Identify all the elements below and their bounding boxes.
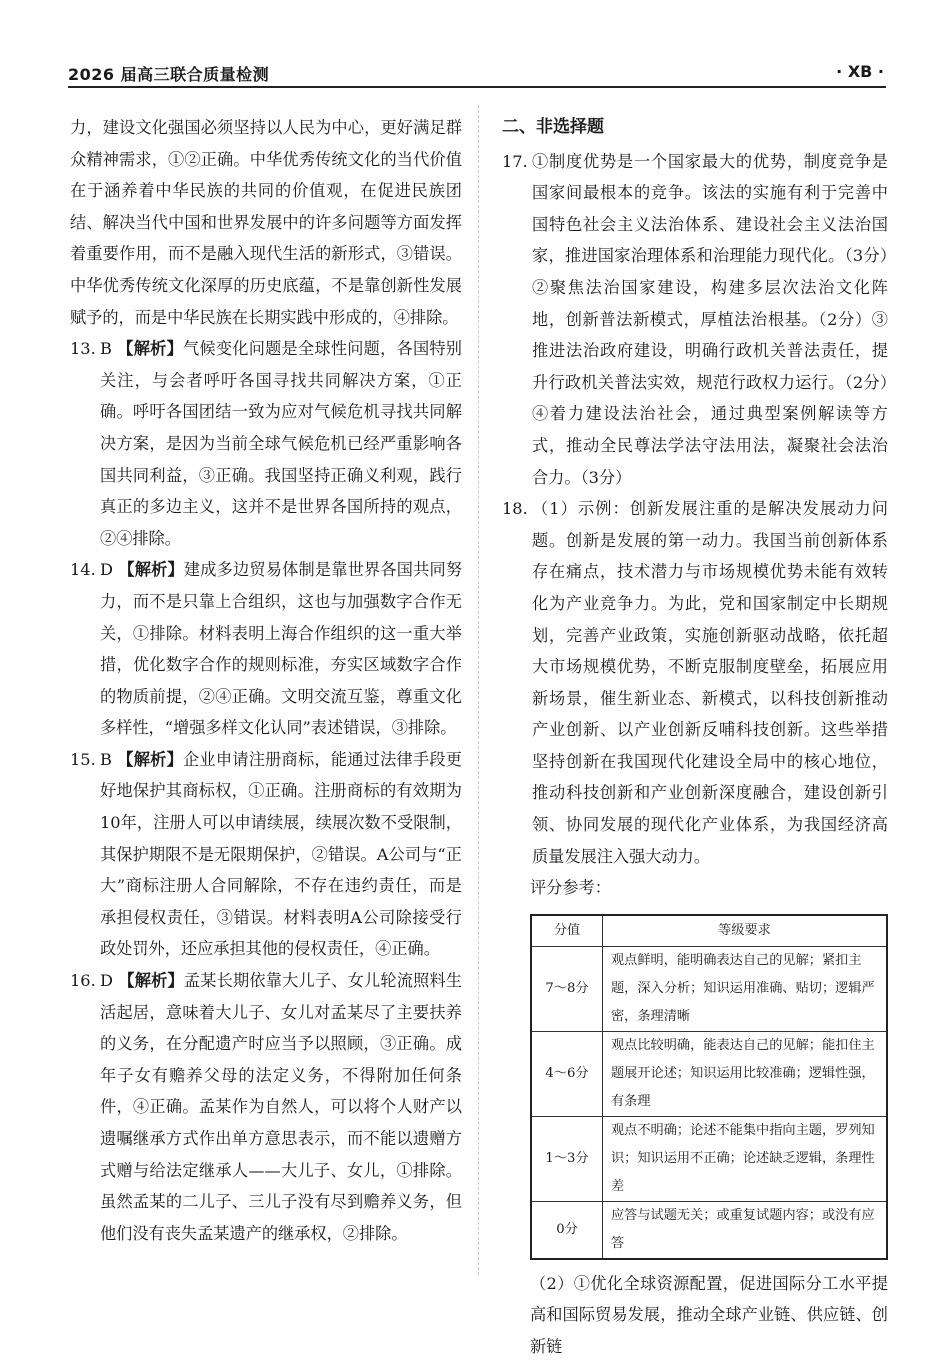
analysis-tag: 【解析】 [118, 560, 184, 580]
score-cell: 1～3分 [531, 1116, 603, 1201]
table-row [531, 946, 887, 1031]
section-title: 二、非选择题 [502, 117, 604, 137]
question-body [100, 554, 462, 744]
continued-paragraph: 力，建设文化强国必须坚持以人民为中心，更好满足群众精神需求，①②正确。中华优秀传统文化的当代价值在于涵养着中华民族的共同的价值观，在促进民族团结、解决当代中国和世界发展中的许多问题等方面发挥着重要作用，而不是融入现代生活的新形式，③错误。中华优秀传统文化深厚的历史底蕴，不是靠创新性发展赋予的，而是中华民族在长期实践中形成的，④排除。 [70, 118, 462, 327]
analysis-text: 气候变化问题是全球性问题，各国特别关注，与会者呼吁各国寻找共同解决方案，①正确。呼吁各国团结一致为应对气候危机寻找共同解决方案，是因为当前全球气候危机已经严重影响各国共同利益，③正确。我国坚持正确义利观，践行真正的多边主义，这并不是世界各国所持的观点，②④排除。 [100, 339, 462, 548]
answer-letter: B [100, 339, 112, 359]
question-18 [502, 493, 888, 872]
answer-letter: D [100, 971, 113, 991]
question-16 [70, 965, 462, 1249]
question-body [100, 965, 462, 1249]
analysis-tag: 【解析】 [117, 339, 183, 359]
column-divider [478, 105, 479, 1275]
table-header-row [531, 915, 887, 947]
question-number: 15. [70, 749, 96, 769]
question-17 [502, 146, 888, 494]
answer-text: ①制度优势是一个国家最大的优势，制度竞争是国家间最根本的竞争。该法的实施有利于完善中国特色社会主义法治体系、建设社会主义法治国家，推进国家治理体系和治理能力现代化。（3分）②聚焦法治国家建设，构建多层次法治文化阵地，创新普法新模式，厚植法治根基。（2分）③推进法治政府建设，明确行政机关普法责任，提升行政机关普法实效，规范行政权力运行。（2分）④着力建设法治社会，通过典型案例解读等方式，推动全民尊法学法守法用法，凝聚社会法治合力。（3分） [532, 151, 888, 487]
question-number: 17. [502, 151, 528, 171]
table-row [531, 1116, 887, 1201]
analysis-tag: 【解析】 [118, 971, 184, 991]
answer-letter: B [100, 749, 112, 769]
analysis-text: 建成多边贸易体制是靠世界各国共同努力，而不是只靠上合组织，这也与加强数字合作无关，①排除。材料表明上海合作组织的这一重大举措，优化数字合作的规则标准，夯实区域数字合作的物质前提，②④正确。文明交流互鉴，尊重文化多样性，“增强多样文化认同”表述错误，③排除。 [100, 560, 463, 738]
answer-letter: D [100, 560, 113, 580]
requirement-cell: 观点不明确；论述不能集中指向主题，罗列知识；知识运用不正确；论述缺乏逻辑，条理性差 [603, 1116, 888, 1201]
question-15 [70, 744, 462, 965]
table-header: 分值 [531, 915, 603, 947]
right-column [502, 112, 888, 1363]
page-header [68, 58, 886, 88]
table-row [531, 1031, 887, 1116]
question-number: 16. [70, 971, 96, 991]
score-cell: 0分 [531, 1201, 603, 1259]
exam-title: 2026 届高三联合质量检测 [68, 65, 270, 84]
left-column [70, 112, 462, 1249]
answer-part-2: （2）①优化全球资源配置，促进国际分工水平提高和国际贸易发展，推动全球产业链、供应链、创新链 [530, 1273, 888, 1357]
score-cell: 4～6分 [531, 1031, 603, 1116]
question-body [100, 744, 462, 965]
question-number: 13. [70, 339, 96, 359]
requirement-cell: 应答与试题无关；或重复试题内容；或没有应答 [603, 1201, 888, 1259]
exam-code: · XB · [836, 62, 884, 81]
requirement-cell: 观点鲜明，能明确表达自己的见解；紧扣主题，深入分析；知识运用准确、贴切；逻辑严密，条理清晰 [603, 946, 888, 1031]
analysis-text: 企业申请注册商标，能通过法律手段更好地保护其商标权，①正确。注册商标的有效期为10年，注册人可以申请续展，续展次数不受限制，其保护期限不是无限期保护，②错误。A公司与“正大”商标注册人合同解除，不存在违约责任，而是承担侵权责任，③错误。材料表明A公司除接受行政处罚外，还应承担其他的侵权责任，④正确。 [100, 749, 462, 959]
scoring-table [530, 914, 888, 1260]
question-14 [70, 554, 462, 744]
question-body [100, 333, 462, 554]
table-row [531, 1201, 887, 1259]
question-number: 18. [502, 499, 528, 519]
analysis-tag: 【解析】 [117, 749, 183, 769]
analysis-text: 孟某长期依靠大儿子、女儿轮流照料生活起居，意味着大儿子、女儿对孟某尽了主要扶养的义务，在分配遗产时应当予以照顾，③正确。成年子女有赡养父母的法定义务，不得附加任何条件，④正确。孟某作为自然人，可以将个人财产以遗嘱继承方式作出单方意思表示，而不能以遗赠方式赠与给法定继承人——大儿子、女儿，①排除。虽然孟某的二儿子、三儿子没有尽到赡养义务，但他们没有丧失孟某遗产的继承权，②排除。 [100, 971, 463, 1243]
answer-part-1: （1）示例：创新发展注重的是解决发展动力问题。创新是发展的第一动力。我国当前创新体系存在痛点，技术潜力与市场规模优势未能有效转化为产业竞争力。为此，党和国家制定中长期规划，完善产业政策，实施创新驱动战略，依托超大市场规模优势，不断克服制度壁垒，拓展应用新场景，催生新业态、新模式，以科技创新推动产业创新、以产业创新反哺科技创新。这些举措坚持创新在我国现代化建设全局中的核心地位，推动科技创新和产业创新深度融合，建设创新引领、协同发展的现代化产业体系，为我国经济高质量发展注入强大动力。 [532, 499, 888, 866]
requirement-cell: 观点比较明确，能表达自己的见解；能扣住主题展开论述；知识运用比较准确；逻辑性强，有条理 [603, 1031, 888, 1116]
question-13 [70, 333, 462, 554]
table-header: 等级要求 [603, 915, 888, 947]
question-number: 14. [70, 560, 96, 580]
score-cell: 7～8分 [531, 946, 603, 1031]
score-reference-label: 评分参考： [530, 878, 611, 898]
